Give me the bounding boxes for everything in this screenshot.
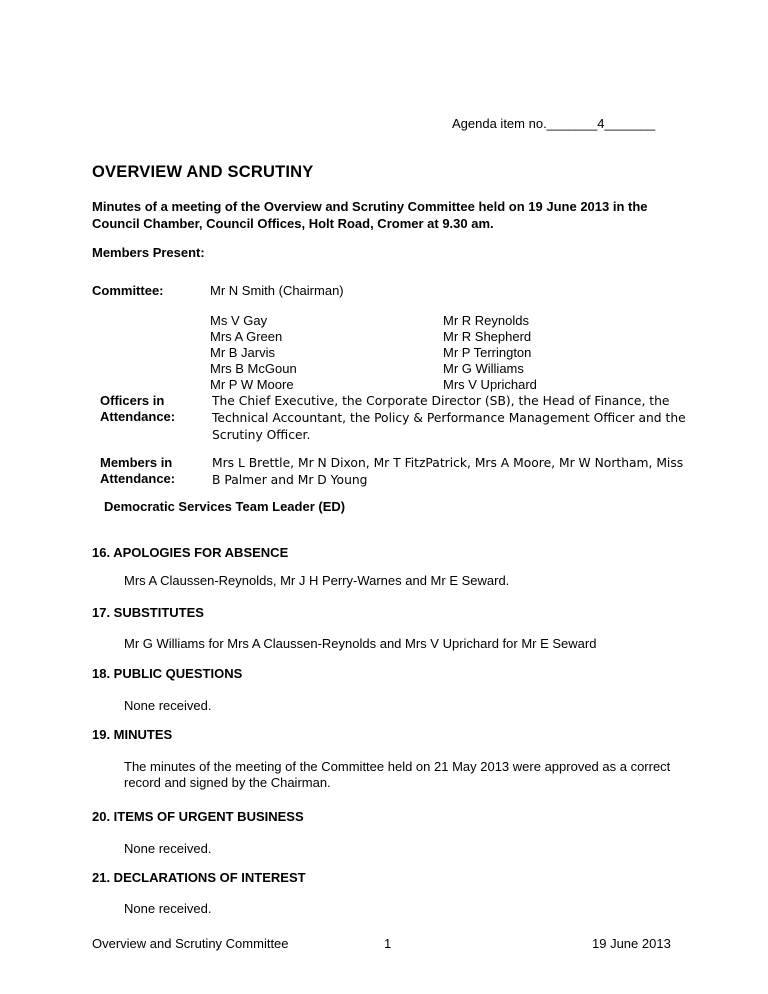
committee-member: Mrs B McGoun (210, 361, 297, 376)
committee-member: Mrs A Green (210, 329, 283, 344)
section-body: The minutes of the meeting of the Committee held on 21 May 2013 were approved as a correct record and signed by the Chairman. (124, 759, 671, 790)
committee-label: Committee: (92, 283, 164, 298)
members-attendance-label (100, 455, 175, 487)
committee-member: Mrs V Uprichard (443, 377, 537, 392)
committee-member: Mr G Williams (443, 361, 524, 376)
section-body: None received. (124, 901, 212, 916)
section-heading: 16. APOLOGIES FOR ABSENCE (92, 545, 289, 560)
members-attendance-label-line1: Members in (100, 455, 173, 470)
section-body: Mr G Williams for Mrs A Claussen-Reynolds and Mrs V Uprichard for Mr E Seward (124, 636, 597, 651)
members-attendance-label-line2: Attendance: (100, 471, 176, 486)
section-heading: 17. SUBSTITUTES (92, 605, 204, 620)
section-heading: 19. MINUTES (92, 727, 173, 742)
committee-chairman: Mr N Smith (Chairman) (210, 283, 344, 298)
officers-label-line2: Attendance: (100, 409, 176, 424)
committee-member: Mr P Terrington (443, 345, 532, 360)
committee-member: Mr B Jarvis (210, 345, 275, 360)
footer-page-number: 1 (384, 936, 392, 951)
officers-label-line1: Officers in (100, 393, 165, 408)
committee-member: Mr R Shepherd (443, 329, 532, 344)
agenda-item-number: Agenda item no._______4_______ (452, 116, 656, 131)
minutes-intro: Minutes of a meeting of the Overview and Scrutiny Committee held on 19 June 2013 in the Council Chamber, Council Offices, Holt Road, Cromer at 9.30 am. (92, 199, 648, 231)
page-title: OVERVIEW AND SCRUTINY (92, 163, 314, 181)
section-body: None received. (124, 698, 212, 713)
section-body: None received. (124, 841, 212, 856)
section-heading: 18. PUBLIC QUESTIONS (92, 666, 243, 681)
section-heading: 20. ITEMS OF URGENT BUSINESS (92, 809, 304, 824)
members-attendance-text: Mrs L Brettle, Mr N Dixon, Mr T FitzPatrick, Mrs A Moore, Mr W Northam, Miss B Palmer and Mr D Young (212, 456, 684, 487)
officers-label (100, 393, 175, 425)
democratic-services-leader: Democratic Services Team Leader (ED) (104, 499, 346, 514)
committee-member: Mr R Reynolds (443, 313, 529, 328)
members-present-heading: Members Present: (92, 245, 205, 260)
committee-member: Ms V Gay (210, 313, 268, 328)
section-heading: 21. DECLARATIONS OF INTEREST (92, 870, 306, 885)
committee-members-column-1 (210, 313, 297, 393)
officers-text: The Chief Executive, the Corporate Director (SB), the Head of Finance, the Technical Accountant, the Policy & Performance Management Officer and the Scrutiny Officer. (212, 394, 686, 442)
section-body: Mrs A Claussen-Reynolds, Mr J H Perry-Warnes and Mr E Seward. (124, 573, 510, 588)
committee-members-column-2 (443, 313, 537, 393)
footer-committee-name: Overview and Scrutiny Committee (92, 936, 289, 951)
footer-date: 19 June 2013 (592, 936, 671, 951)
committee-member: Mr P W Moore (210, 377, 294, 392)
